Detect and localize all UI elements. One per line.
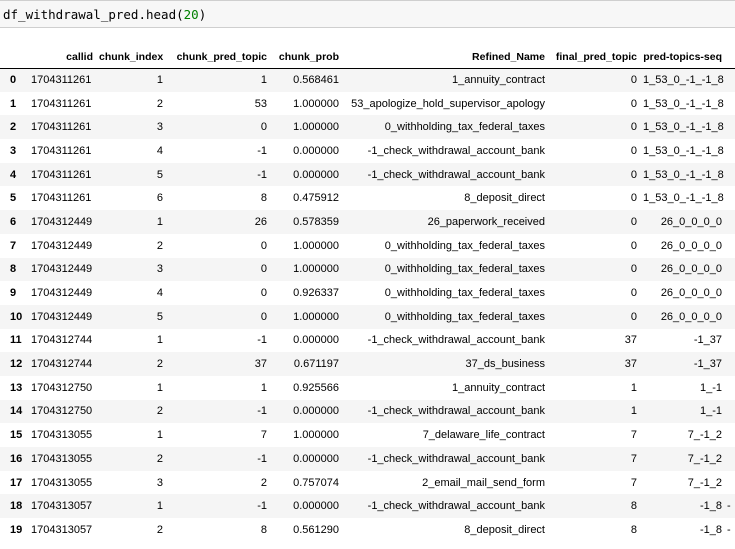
table-cell: 1_annuity_contract (452, 74, 545, 87)
table-cell: 0.671197 (293, 358, 339, 371)
table-cell: 5 (156, 168, 163, 181)
table-cell: 0 (260, 121, 267, 134)
column-header: final_pred_topic (548, 36, 640, 68)
table-cell: 1 (260, 74, 267, 87)
table-cell: 1704311261 (31, 168, 92, 181)
table-cell: 1704311261 (31, 121, 92, 134)
table-cell: 26_0_0_0_0 (660, 239, 722, 252)
table-cell: 0.757074 (293, 476, 339, 489)
table-cell: 8 (630, 523, 637, 536)
table-cell: 1704312449 (31, 239, 93, 252)
table-cell: 4 (156, 287, 163, 300)
table-cell: 0 (630, 97, 637, 110)
table-cell: -1_8 (699, 523, 722, 536)
table-cell: -1_check_withdrawal_account_bank (367, 405, 545, 418)
table-cell: 0.000000 (293, 405, 339, 418)
table-cell: 1.000000 (293, 97, 339, 110)
table-cell: 0 (630, 121, 637, 134)
table-cell: 2_email_mail_send_form (422, 476, 545, 489)
table-cell: 2 (260, 476, 267, 489)
table-cell: 1 (156, 74, 163, 87)
table-cell (725, 376, 735, 400)
table-cell: 37_ds_business (465, 358, 545, 371)
table-cell: - (727, 500, 731, 513)
table-cell: 1 (156, 215, 163, 228)
table-cell: 2 (156, 405, 163, 418)
table-row (0, 258, 735, 282)
table-cell: 0_withholding_tax_federal_taxes (384, 239, 545, 252)
table-cell: 7_delaware_life_contract (422, 429, 545, 442)
row-index: 4 (10, 168, 17, 181)
table-cell (725, 186, 735, 210)
table-cell: 2 (156, 452, 163, 465)
table-cell (725, 281, 735, 305)
table-cell (725, 258, 735, 282)
table-cell: -1 (257, 168, 267, 181)
dataframe-table (0, 36, 735, 542)
table-row (0, 376, 735, 400)
table-cell: 1704312750 (31, 405, 93, 418)
table-row (0, 352, 735, 376)
table-cell: 7 (630, 452, 637, 465)
row-index: 12 (10, 358, 23, 371)
table-cell (725, 139, 735, 163)
row-index: 3 (10, 144, 17, 157)
table-cell: -1_check_withdrawal_account_bank (367, 334, 545, 347)
table-cell: 1_-1 (699, 405, 722, 418)
table-row (0, 423, 735, 447)
row-index: 1 (10, 97, 17, 110)
table-cell (725, 471, 735, 495)
code-number: 20 (183, 7, 199, 22)
table-cell: -1_37 (693, 334, 722, 347)
table-cell: 7 (630, 476, 637, 489)
table-cell: 0 (260, 310, 267, 323)
table-row (0, 518, 735, 542)
table-cell (725, 92, 735, 116)
table-cell: 0 (260, 239, 267, 252)
table-cell: -1 (257, 500, 267, 513)
table-cell: 1_53_0_-1_-1_8 (643, 97, 724, 110)
table-row (0, 163, 735, 187)
row-index: 11 (10, 334, 22, 347)
table-cell: 2 (156, 523, 163, 536)
table-cell: 1704312449 (31, 215, 93, 228)
row-index: 19 (10, 523, 23, 536)
table-row (0, 400, 735, 424)
table-cell: 1.000000 (293, 239, 339, 252)
table-cell: 0.926337 (293, 287, 339, 300)
table-cell: 7 (260, 429, 267, 442)
table-cell: 1704311261 (31, 144, 92, 157)
row-index: 15 (10, 429, 23, 442)
table-cell: 3 (156, 476, 163, 489)
table-row (0, 115, 735, 139)
table-cell: 0.000000 (293, 500, 339, 513)
column-header: chunk_pred_topic (166, 36, 270, 68)
code-text: df_withdrawal_pred.head( (3, 7, 184, 22)
table-cell (725, 68, 735, 92)
table-cell: 3 (156, 263, 163, 276)
table-cell: 1704311261 (31, 74, 92, 87)
table-cell: 1704312449 (31, 310, 93, 323)
row-index: 9 (10, 287, 17, 300)
table-cell: 8 (260, 523, 267, 536)
table-row (0, 210, 735, 234)
table-cell: -1 (257, 334, 267, 347)
table-cell: 7_-1_2 (687, 476, 722, 489)
code-text-end: ) (198, 7, 207, 22)
table-cell: 1_53_0_-1_-1_8 (643, 192, 724, 205)
column-header: chunk_index (96, 36, 166, 68)
table-row (0, 471, 735, 495)
row-index: 10 (10, 310, 23, 323)
row-index: 17 (10, 476, 23, 489)
table-cell: 1_53_0_-1_-1_8 (643, 144, 724, 157)
table-cell: -1 (257, 144, 267, 157)
table-row (0, 68, 735, 92)
table-cell: 26_0_0_0_0 (660, 287, 722, 300)
table-cell (725, 305, 735, 329)
table-cell: 1 (156, 500, 163, 513)
table-row (0, 139, 735, 163)
table-cell: 0.568461 (293, 74, 339, 87)
table-cell: 7_-1_2 (687, 429, 722, 442)
table-cell: 1_53_0_-1_-1_8 (643, 168, 724, 181)
row-index: 5 (10, 192, 17, 205)
table-cell: 1704312449 (31, 263, 93, 276)
table-cell: 1 (260, 381, 267, 394)
row-index: 8 (10, 263, 17, 276)
table-cell: 0_withholding_tax_federal_taxes (384, 310, 545, 323)
table-cell (725, 115, 735, 139)
row-index: 7 (10, 239, 17, 252)
table-row (0, 281, 735, 305)
table-cell (725, 447, 735, 471)
table-row (0, 92, 735, 116)
header-row (0, 36, 735, 68)
table-cell (725, 400, 735, 424)
table-cell: 0 (630, 192, 637, 205)
table-cell: 1 (630, 381, 637, 394)
table-cell: -1_check_withdrawal_account_bank (367, 144, 545, 157)
table-cell: 0.000000 (293, 452, 339, 465)
table-cell: 0.475912 (293, 192, 339, 205)
input-cell[interactable] (0, 0, 735, 28)
table-row (0, 305, 735, 329)
table-cell: 0 (260, 287, 267, 300)
table-cell: 0.925566 (293, 381, 339, 394)
table-cell: 53_apologize_hold_supervisor_apology (351, 97, 545, 110)
table-cell: 0.561290 (293, 523, 339, 536)
table-cell: 1.000000 (293, 310, 339, 323)
table-cell: 8 (260, 192, 267, 205)
table-cell: 1 (156, 334, 163, 347)
table-cell: 0 (630, 215, 637, 228)
table-row (0, 447, 735, 471)
table-cell: 0 (630, 263, 637, 276)
table-cell: -1_check_withdrawal_account_bank (367, 168, 545, 181)
table-cell: 7 (630, 429, 637, 442)
table-cell: 1 (630, 405, 637, 418)
table-cell: 3 (156, 121, 163, 134)
table-cell: 0.000000 (293, 334, 339, 347)
table-cell: 1704313057 (31, 500, 93, 513)
table-cell: 0_withholding_tax_federal_taxes (384, 121, 545, 134)
table-cell: 0.000000 (293, 168, 339, 181)
row-index: 2 (10, 121, 17, 134)
table-cell: 26_0_0_0_0 (660, 310, 722, 323)
table-cell: 26_paperwork_received (427, 215, 545, 228)
table-cell: 1704311261 (31, 192, 92, 205)
table-cell (725, 423, 735, 447)
row-index: 16 (10, 452, 23, 465)
table-cell: 1704313057 (31, 523, 93, 536)
table-cell (725, 329, 735, 353)
table-cell: 5 (156, 310, 163, 323)
table-cell: 0_withholding_tax_federal_taxes (384, 287, 545, 300)
table-row (0, 186, 735, 210)
table-cell: -1_37 (693, 358, 722, 371)
table-cell (725, 210, 735, 234)
table-cell: 2 (156, 97, 163, 110)
table-row (0, 329, 735, 353)
table-cell: 1.000000 (293, 429, 339, 442)
row-index: 6 (10, 215, 17, 228)
column-header (640, 36, 725, 68)
table-cell: 26_0_0_0_0 (660, 263, 722, 276)
table-cell: 1704313055 (31, 476, 93, 489)
table-cell: 2 (156, 358, 163, 371)
table-cell: 1704311261 (31, 97, 92, 110)
table-cell: 1 (156, 381, 163, 394)
table-cell: 1_53_0_-1_-1_8 (643, 121, 724, 134)
table-cell: -1 (257, 405, 267, 418)
column-header-text: pred-topics-seq (643, 50, 722, 63)
table-cell: 26 (254, 215, 267, 228)
table-cell: 0.578359 (293, 215, 339, 228)
table-cell: 1704313055 (31, 429, 93, 442)
column-header: callid (28, 36, 96, 68)
table-row (0, 234, 735, 258)
table-cell: 1.000000 (293, 263, 339, 276)
table-cell: 0 (630, 144, 637, 157)
table-cell: 1_annuity_contract (452, 381, 545, 394)
table-cell: 0 (630, 74, 637, 87)
table-cell: 53 (254, 97, 267, 110)
table-cell: 8 (630, 500, 637, 513)
table-cell: 26_0_0_0_0 (660, 215, 722, 228)
table-cell: 2 (156, 239, 163, 252)
table-cell: 1_53_0_-1_-1_8 (643, 74, 724, 87)
table-cell: 0 (630, 239, 637, 252)
row-index: 14 (10, 405, 23, 418)
table-cell: 0 (630, 287, 637, 300)
column-header: Refined_Name (342, 36, 548, 68)
table-cell (725, 163, 735, 187)
table-row (0, 494, 735, 518)
table-cell: 8_deposit_direct (464, 192, 545, 205)
table-cell: 7_-1_2 (687, 452, 722, 465)
row-index: 13 (10, 381, 23, 394)
table-cell: 0 (630, 168, 637, 181)
table-cell: - (727, 523, 731, 536)
row-index: 0 (10, 74, 17, 87)
table-cell: 1704312750 (31, 381, 93, 394)
table-cell: 0_withholding_tax_federal_taxes (384, 263, 545, 276)
table-cell (725, 234, 735, 258)
code-line[interactable] (3, 7, 206, 22)
table-cell: 0.000000 (293, 144, 339, 157)
table-cell: 37 (254, 358, 267, 371)
table-cell: 0 (260, 263, 267, 276)
table-cell: 1.000000 (293, 121, 339, 134)
table-cell: -1_check_withdrawal_account_bank (367, 452, 545, 465)
table-cell: -1 (257, 452, 267, 465)
table-cell (725, 352, 735, 376)
table-cell: 1 (156, 429, 163, 442)
table-cell: -1_check_withdrawal_account_bank (367, 500, 545, 513)
index-header (0, 36, 28, 68)
table-cell: -1_8 (699, 500, 722, 513)
table-cell: 8_deposit_direct (464, 523, 545, 536)
table-cell: 0 (630, 310, 637, 323)
table-cell: 1_-1 (699, 381, 722, 394)
table-cell: 37 (624, 334, 637, 347)
row-index: 18 (10, 500, 23, 513)
table-cell: 4 (156, 144, 163, 157)
table-cell: 1704313055 (31, 452, 93, 465)
table-cell: 6 (156, 192, 163, 205)
table-cell: 37 (624, 358, 637, 371)
table-cell: 1704312449 (31, 287, 93, 300)
column-header-overflow (725, 36, 735, 68)
table-cell: 1704312744 (31, 358, 93, 371)
column-header: chunk_prob (270, 36, 342, 68)
table-cell: 1704312744 (31, 334, 93, 347)
